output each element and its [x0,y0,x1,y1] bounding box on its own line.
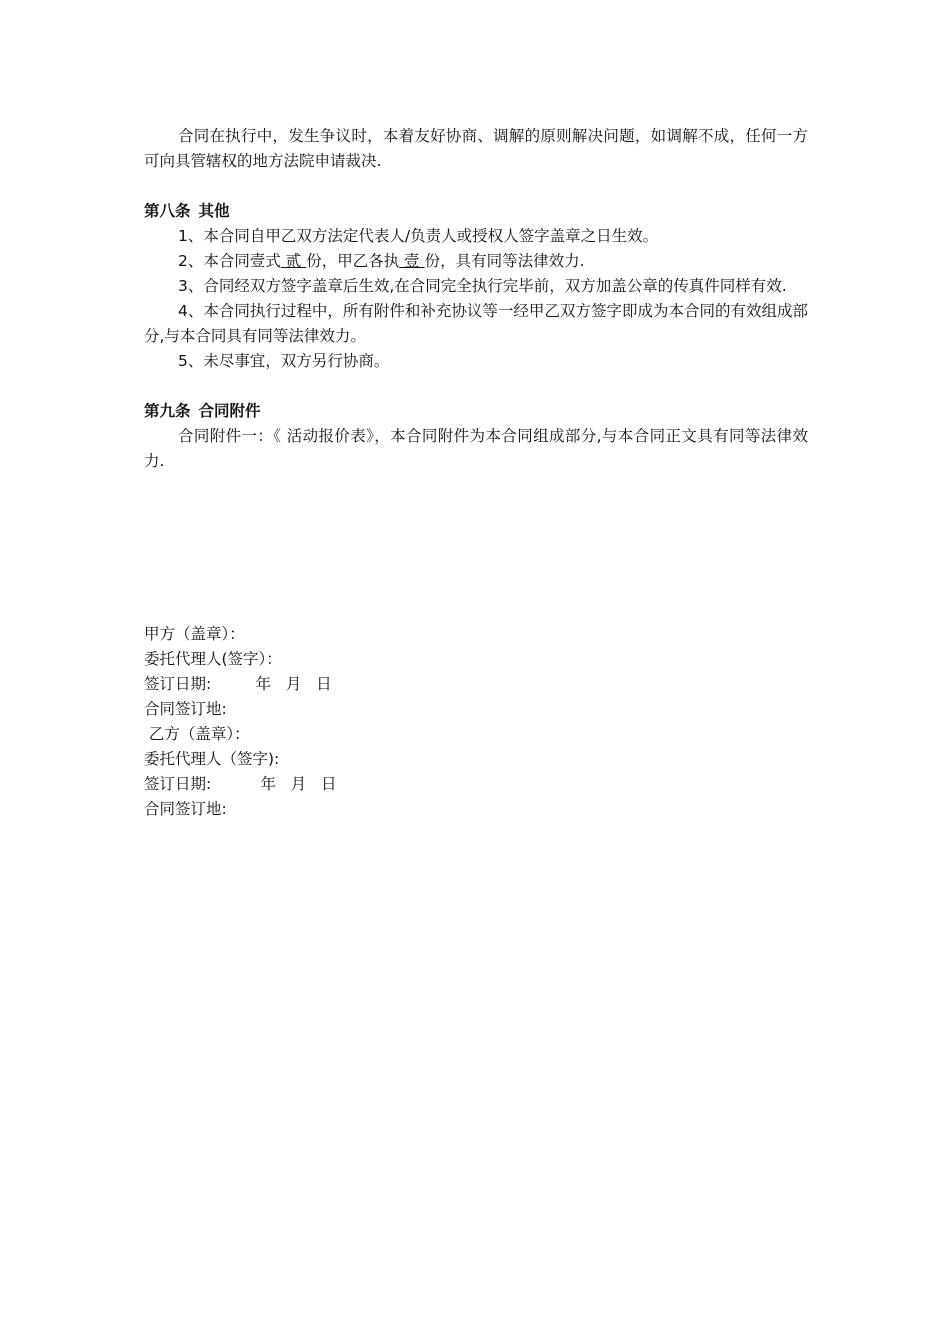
dispute-clause: 合同在执行中，发生争议时，本着友好协商、调解的原则解决问题，如调解不成，任何一方可向具管辖权的地方法院申请裁决. [144,127,808,170]
spacer [144,374,808,399]
item-2-part: 份，甲乙各执 [306,252,400,270]
article-9-text: 合同附件一：《 活动报价表》，本合同附件为本合同组成部分,与本合同正文具有同等法律效力. [144,427,808,470]
signature-block [144,622,808,822]
article-8-number: 第八条 [144,202,191,220]
party-b-place: 合同签订地: [144,800,227,818]
party-b-seal: 乙方（盖章）： [144,725,250,743]
party-b-agent: 委托代理人（签字): [144,750,280,768]
article-9-heading [144,399,808,424]
item-2-part: 份，具有同等法律效力. [424,252,585,270]
article-8-item-1: 1、本合同自甲乙双方法定代表人/负责人或授权人签字盖章之日生效。 [178,227,659,245]
article-8-item-3: 3、合同经双方签字盖章后生效,在合同完全执行完毕前，双方加盖公章的传真件同样有效. [178,277,787,295]
spacer [144,174,808,199]
article-8-heading [144,199,808,224]
copies-total: 贰 [280,252,307,270]
article-8-item-2 [144,249,808,274]
party-a-seal: 甲方（盖章）： [144,625,245,643]
copies-each: 壹 [399,252,425,270]
article-9-number: 第九条 [144,402,191,420]
party-a-place: 合同签订地: [144,700,227,718]
contract-body [144,124,808,474]
article-8-title: 其他 [198,202,230,220]
article-8-item-4: 4、本合同执行过程中，所有附件和补充协议等一经甲乙双方签字即成为本合同的有效组成部分,与本合同具有同等法律效力。 [144,302,808,345]
party-a-agent: 委托代理人(签字）： [144,650,282,668]
party-b-date: 签订日期: 年 月 日 [144,775,337,793]
article-9-title: 合同附件 [198,402,261,420]
party-a-date: 签订日期: 年 月 日 [144,675,332,693]
item-2-part: 2、本合同壹式 [178,252,281,270]
article-8-item-5: 5、未尽事宜，双方另行协商。 [178,352,390,370]
